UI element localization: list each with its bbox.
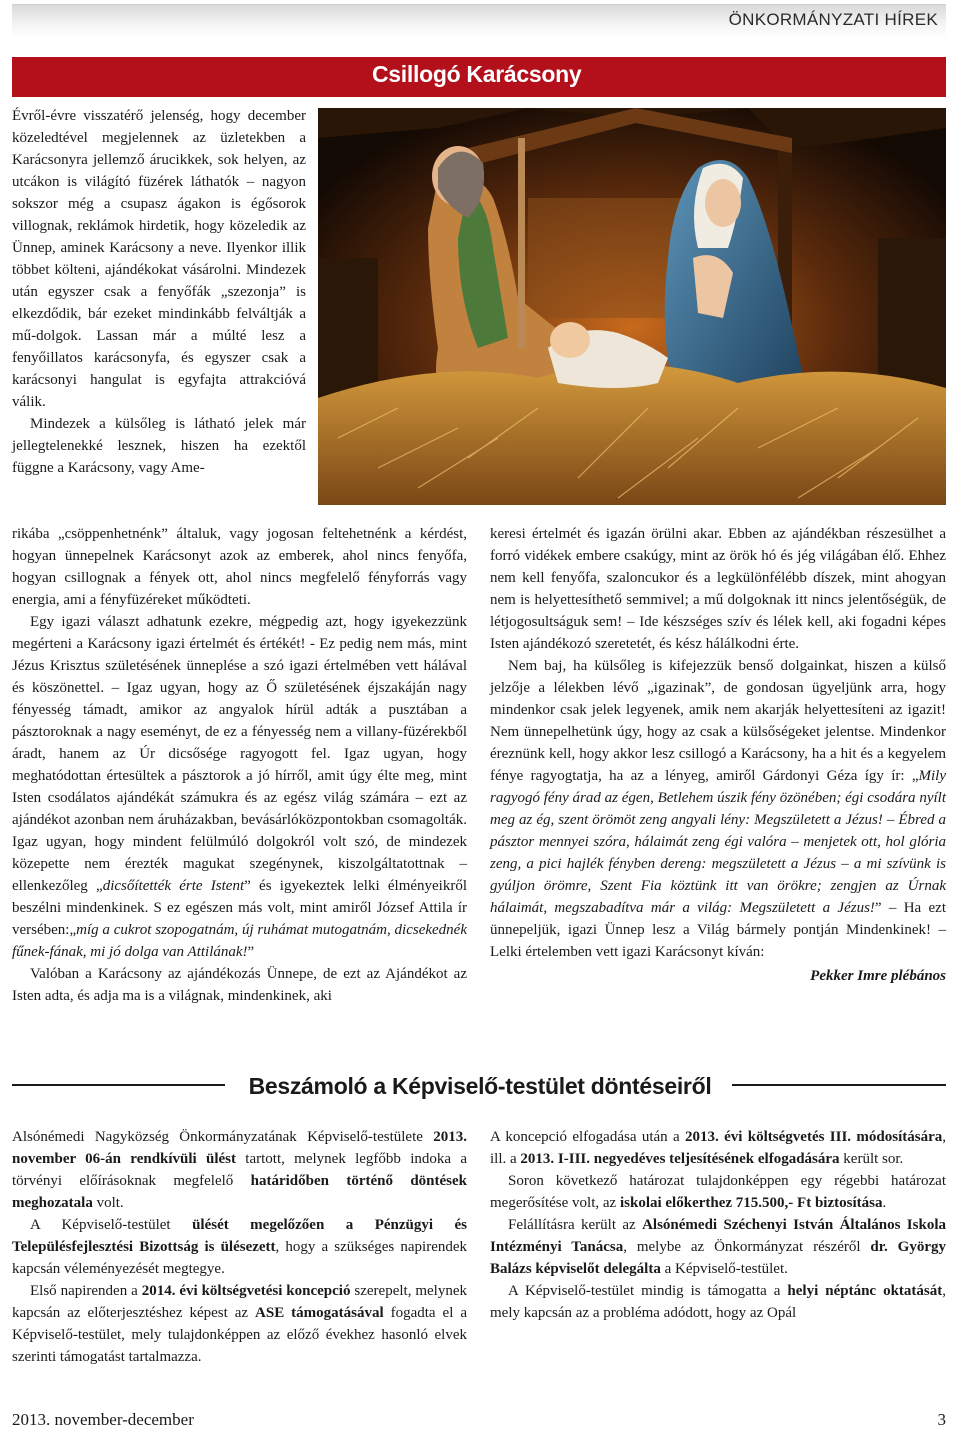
paragraph: Soron következő határozat tulajdonképpen egy régebbi határozat megerősítése volt, az iskolai előkerthez 715.500,- Ft biztosítása.: [490, 1173, 946, 1211]
paragraph: Első napirenden a 2014. évi költségvetési koncepció szerepelt, melynek kapcsán az előterjesztéshez képest az ASE támogatásával fogadta el a Képviselő-testület, mely tulajdonképpen az előző évekhez hasonló elvek szerinti támogatást tartalmazza.: [12, 1283, 467, 1365]
article-signature: Pekker Imre plébános: [810, 968, 946, 984]
page-number: 3: [937, 1410, 946, 1429]
report-right-column: [490, 1126, 946, 1324]
paragraph: Egy igazi választ adhatunk ezekre, mégpedig azt, hogy igyekezzünk megérteni a Karácsony igazi értelmét és értékét! - Ez pedig nem más, mint Jézus Krisztus születésének ünneplése a szó igazi értelmében vett hálával és köszönettel. – Igaz ugyan, hogy az Ő születésének éjszakáján nagy fényesség támadt, amikor az angyalok hírül adták a pusztában a pásztoroknak a nagy eseményt, de ez a fényesség nem a villany-füzérekből áradt, hanem az Úr dicsősége ragyogott fel. Igaz ugyan, hogy meghatódottan értesültek a pásztorok a jó hírről, amit úgy élte meg, mint Isten csodálatos ajándékát számukra és az egész világ számára – ezt az ajándékot azonban nem áruházakban, bevásárlóközpontokban csomagolták. Igaz ugyan, hogy mindent felülmúló dolgokról volt szó, de mindezek közepette nem érezték magukat szegénynek, kiszolgáltatottnak –ellenkezőleg „dicsőítették érte Istent” és igyekeztek lelki élményeikről beszélni mindenkinek. S ez egészen más volt, mint amiről József Attila ír versében:„míg a cukrot szopogatnám, új ruhámat mutogatnám, dicsekednék fűnek-fának, mi jó dolga van Attilának!”: [12, 614, 468, 960]
section-label: ÖNKORMÁNYZATI HÍREK: [728, 10, 938, 29]
paragraph: A Képviselő-testület mindig is támogatta a helyi néptánc oktatását, mely kapcsán az a probléma adódott, hogy az Opál: [490, 1283, 946, 1321]
report-left-column: [12, 1126, 467, 1368]
nativity-scene-photo: [318, 108, 946, 505]
article-left-column: [12, 523, 467, 1007]
paragraph: Felállításra került az Alsónémedi Széchenyi István Általános Iskola Intézményi Tanácsa, melybe az Önkormányzat részéről dr. György Balázs képviselőt delegálta a Képviselő-testület.: [490, 1217, 946, 1277]
article-intro-column: [12, 105, 306, 479]
paragraph: Alsónémedi Nagyközség Önkormányzatának Képviselő-testülete 2013. november 06-án rendkívüli ülést tartott, melynek legfőbb indoka a törvényi előírásoknak megfelelő határidőben történő döntések meghozatala volt.: [12, 1129, 467, 1211]
report-title-rule-right: [732, 1084, 946, 1086]
paragraph: Mindezek a külsőleg is látható jelek már jellegtelenekké lesznek, hiszen ha ezektől függne a Karácsony, vagy Ame-: [12, 416, 306, 476]
paragraph: A koncepció elfogadása után a 2013. évi költségvetés III. módosítására, ill. a 2013. I-III. negyedéves teljesítésének elfogadására került sor.: [490, 1129, 946, 1167]
paragraph: rikába „csöppenhetnénk” általuk, vagy jogosan feltehetnénk a kérdést, hogyan ünnepelnek Karácsonyt azok az emberek, ahol nincs fenyőfa, hogyan csillognak a fények ott, ahol nincs megfelelő fényforrás vagy energia, ami a fényfüzéreket működteti.: [12, 526, 467, 608]
paragraph: Évről-évre visszatérő jelenség, hogy december közeledtével megjelennek az üzletekben a Karácsonyra jellemző árucikkek, sok helyen, az utcákon is világító füzérek láthatók – nagyon sokszor még a csupasz ágakon is égősorok villognak, reklámok hirdetik, hogy közeledik az Ünnep, aminek Karácsony a neve. Ilyenkor illik többet költeni, ajándékokat vásárolni. Mindezek után egyszer csak a fenyőfák „szezonja” is elkezdődik, bár ezeket mindinkább felváltják a mű-dolgok. Lassan már a múlté lesz a fenyőillatos karácsonyfa, és egyszer csak a karácsonyi hangulat is egyfajta attrakcióvá válik.: [12, 108, 306, 410]
article-title: Csillogó Karácsony: [372, 61, 582, 87]
paragraph: A Képviselő-testület ülését megelőzően a Pénzügyi és Településfejlesztési Bizottság is ülésezett, hogy a szükséges napirendek kapcsán véleményezését megtegye.: [12, 1217, 468, 1277]
paragraph: keresi értelmét és igazán örülni akar. Ebben az ajándékban részesülhet a forró vidékek embere csakúgy, mint az örök hó és jég világában élő. Ehhez nem kell fenyőfa, szaloncukor és a legkülönfélébb díszek, mint ahogyan nem is helyettesíthető semmivel; a mű dolgoknak itt nincs jelentőségük, de létjogosultságuk sem! – Ide készséges szív és lélek kell, aki fogadni képes Isten ajándékozó szeretetét, és kész hálálkodni érte.: [490, 526, 946, 652]
report-title: Beszámoló a Képviselő-testület döntéseiről: [248, 1073, 712, 1099]
paragraph: Valóban a Karácsony az ajándékozás Ünnepe, de ezt az Ajándékot az Isten adta, és adja ma is a világnak, mindenkinek, aki: [12, 966, 467, 1004]
footer-date: 2013. november-december: [12, 1410, 194, 1429]
paragraph: Nem baj, ha külsőleg is kifejezzük benső dolgainkat, hiszen a külső jelzője a lélekben lévő „igazinak”, de gondosan ügyeljünk arra, hogy mindenkor csak jelek legyenek, amik nem akarják helyettesíteni az igazit! Nem ünnepelhetünk úgy, hogy az csak a külsőségeket jelentse. Mindenkor éreznünk kell, hogy akkor lesz csillogó a Karácsony, ha a hit és a kegyelem fénye ragyogtatja, ha az a lényeg, amiről Gárdonyi Géza így ír: „Mily ragyogó fény árad az égen, Betlehem úszik fény özönében; égi csodára nyílt meg az ég, szent örömöt zeng angyali lény: Megszületett a Jézus! – Ébred a pásztor mennyei szóra, hálaimát zeng égi valóra – menjetek ott, hol glória zeng, a pici hajlék fényben dereng: megszületett a Jézus – a mi szívünk is gyúljon örömre, Szent Fia köztünk itt van örökre; zengjen az Úrnak hálaimát, megszabadítva már a világ: Megszületett a Jézus!” – Ha ezt ünnepeljük, igazi Ünnep lesz a Világ bármely pontján Mindenkinek! – Lelki értelemben vett igazi Karácsonyt kíván:: [490, 658, 946, 960]
article-right-column: [490, 523, 946, 987]
